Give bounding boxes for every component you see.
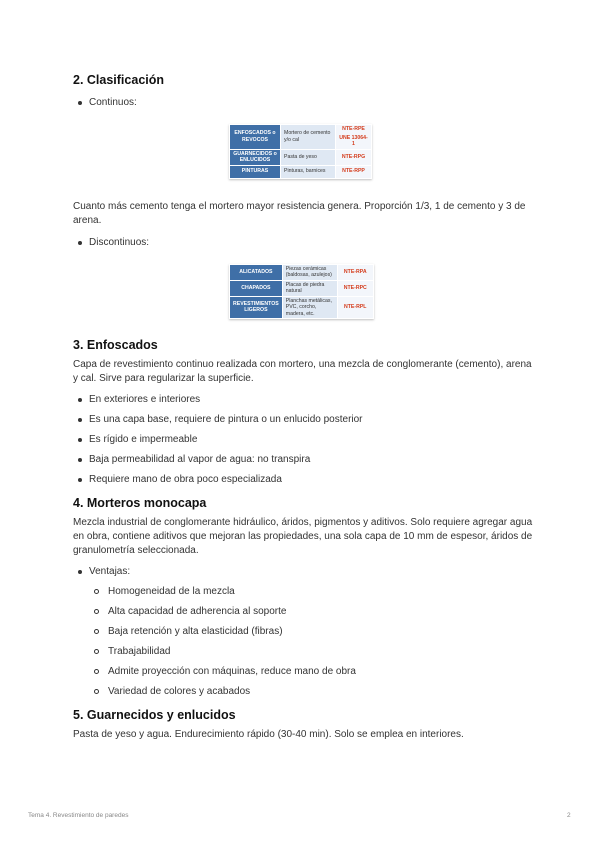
section-title-monocapa: 4. Morteros monocapa <box>73 496 207 510</box>
norm-code: NTE-RPE <box>342 126 365 132</box>
table-discontinuos-wrap <box>229 264 533 325</box>
table-cell: Piezas cerámicas (baldosas, azulejos) <box>282 264 337 280</box>
section-title-enfoscados: 3. Enfoscados <box>73 338 158 352</box>
section-title-guarnecidos: 5. Guarnecidos y enlucidos <box>73 708 236 722</box>
table-cell: Planchas metálicas, PVC, corcho, madera, etc. <box>282 296 337 319</box>
list-item: Es una capa base, requiere de pintura o un enlucido posterior <box>73 413 533 427</box>
table-cell: GUARNECIDOS o ENLUCIDOS <box>230 149 281 165</box>
table-row <box>230 125 372 150</box>
table-continuos <box>229 124 372 179</box>
list-enfoscados <box>73 393 533 487</box>
table-cell: NTE-RPG <box>336 149 372 165</box>
norm-code: UNE 13064-1 <box>339 134 368 147</box>
bullet-continuos: Continuos: <box>73 96 533 110</box>
page-number: 2 <box>567 812 571 819</box>
paragraph-monocapa: Mezcla industrial de conglomerante hidráulico, áridos, pigmentos y aditivos. Solo requiere agregar agua en obra, contiene aditivos que mejoran las propiedades, una sola capa de 10 mm de espesor, áridos de granulometría seleccionada. <box>73 517 533 556</box>
page-content <box>73 70 533 742</box>
table-row <box>230 165 372 178</box>
list-item: Es rígido e impermeable <box>73 433 533 447</box>
table-cell <box>336 125 372 150</box>
table-continuos-wrap <box>229 124 533 184</box>
list-discontinuos <box>73 236 533 250</box>
table-cell: ENFOSCADOS o REVOCOS <box>230 125 281 150</box>
footer-title: Tema 4. Revestimiento de paredes <box>28 812 129 819</box>
table-cell: Pasta de yeso <box>281 149 336 165</box>
table-cell: NTE-RPA <box>337 264 373 280</box>
table-cell: Pinturas, barnices <box>281 165 336 178</box>
list-item: Baja retención y alta elasticidad (fibras) <box>73 625 533 639</box>
list-item: Admite proyección con máquinas, reduce mano de obra <box>73 665 533 679</box>
paragraph-enfoscados: Capa de revestimiento continuo realizada con mortero, una mezcla de conglomerante (cemento), arena y cal. Sirve para regularizar la superficie. <box>73 359 532 384</box>
table-cell: NTE-RPP <box>336 165 372 178</box>
table-cell: NTE-RPC <box>337 280 373 296</box>
table-row <box>230 296 374 319</box>
table-cell: REVESTIMIENTOS LIGEROS <box>230 296 283 319</box>
list-item: Trabajabilidad <box>73 645 533 659</box>
list-item: Alta capacidad de adherencia al soporte <box>73 605 533 619</box>
list-item: Requiere mano de obra poco especializada <box>73 473 533 487</box>
table-cell: CHAPADOS <box>230 280 283 296</box>
table-cell: ALICATADOS <box>230 264 283 280</box>
table-row <box>230 264 374 280</box>
list-continuos <box>73 96 533 110</box>
table-discontinuos <box>229 264 374 320</box>
table-cell: Mortero de cemento y/o cal <box>281 125 336 150</box>
table-cell: Placas de piedra natural <box>282 280 337 296</box>
paragraph-cemento: Cuanto más cemento tenga el mortero mayor resistencia genera. Proporción 1/3, 1 de cemento y 3 de arena. <box>73 200 526 226</box>
paragraph-guarnecidos: Pasta de yeso y agua. Endurecimiento rápido (30-40 min). Solo se emplea en interiores. <box>73 729 464 740</box>
section-title-clasificacion: 2. Clasificación <box>73 73 165 87</box>
table-row <box>230 149 372 165</box>
table-cell: NTE-RPL <box>337 296 373 319</box>
list-item: En exteriores e interiores <box>73 393 533 407</box>
list-item: Baja permeabilidad al vapor de agua: no transpira <box>73 453 533 467</box>
bullet-ventajas: Ventajas: <box>73 565 533 579</box>
list-monocapa <box>73 565 533 699</box>
bullet-discontinuos: Discontinuos: <box>73 236 533 250</box>
table-row <box>230 280 374 296</box>
list-item: Homogeneidad de la mezcla <box>73 585 533 599</box>
table-cell: PINTURAS <box>230 165 281 178</box>
list-item: Variedad de colores y acabados <box>73 685 533 699</box>
